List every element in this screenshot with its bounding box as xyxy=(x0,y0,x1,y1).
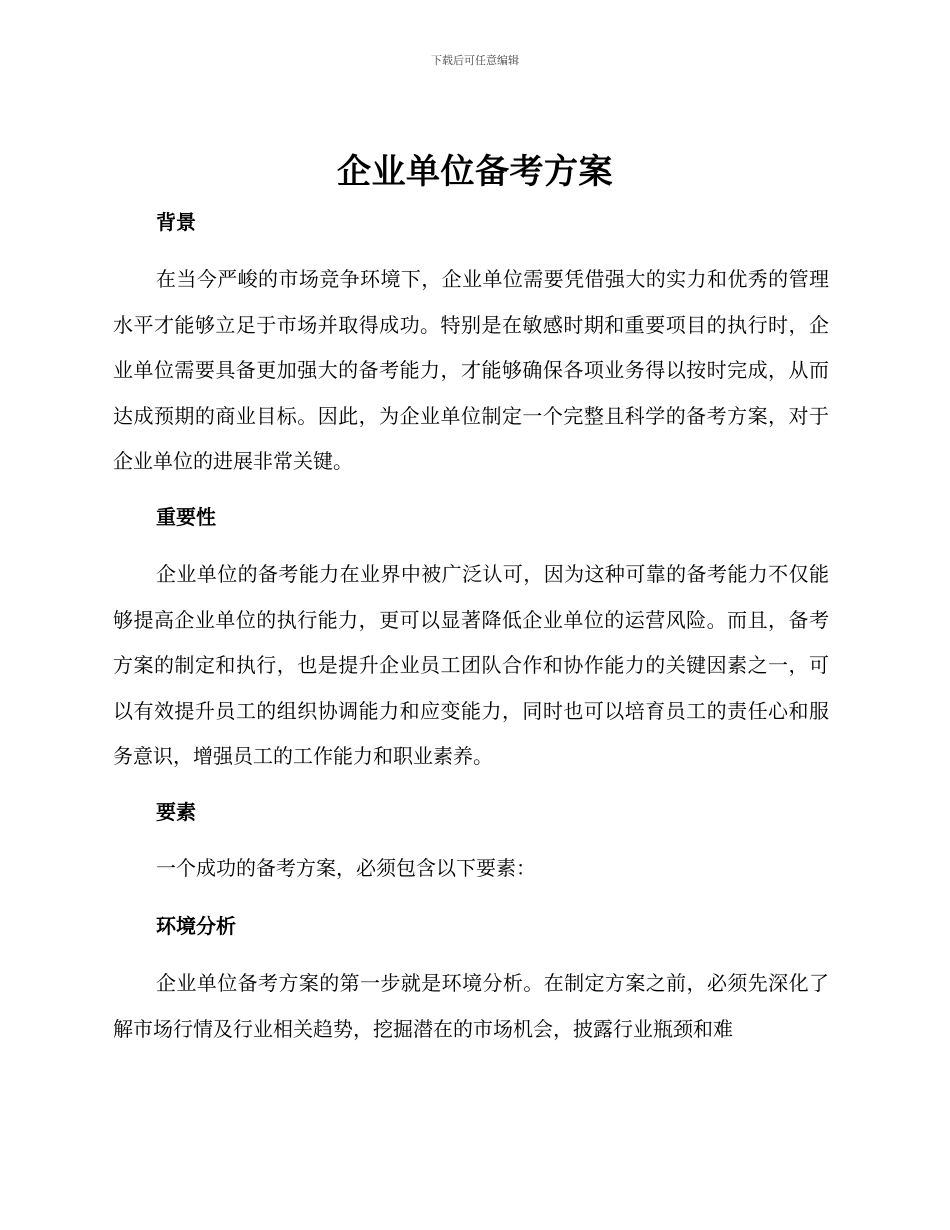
section-paragraph-importance: 企业单位的备考能力在业界中被广泛认可，因为这种可靠的备考能力不仅能够提高企业单位的执行能力，更可以显著降低企业单位的运营风险。而且，备考方案的制定和执行，也是提升企业员工团队合作和协作能力的关键因素之一，可以有效提升员工的组织协调能力和应变能力，同时也可以培育员工的责任心和服务意识，增强员工的工作能力和职业素养。 xyxy=(113,562,829,768)
section-paragraph-environment-analysis: 企业单位备考方案的第一步就是环境分析。在制定方案之前，必须先深化了解市场行情及行业相关趋势，挖掘潜在的市场机会，披露行业瓶颈和难 xyxy=(113,971,829,1041)
section-heading-environment-analysis: 环境分析 xyxy=(156,914,236,938)
section-heading-elements: 要素 xyxy=(156,800,196,824)
section-paragraph-background: 在当今严峻的市场竞争环境下，企业单位需要凭借强大的实力和优秀的管理水平才能够立足于市场并取得成功。特别是在敏感时期和重要项目的执行时，企业单位需要具备更加强大的备考能力，才能够确保各项业务得以按时完成，从而达成预期的商业目标。因此，为企业单位制定一个完整且科学的备考方案，对于企业单位的进展非常关键。 xyxy=(113,267,829,473)
header-note: 下载后可任意编辑 xyxy=(431,54,519,67)
section-paragraph-elements: 一个成功的备考方案，必须包含以下要素： xyxy=(156,856,536,880)
section-heading-background: 背景 xyxy=(156,210,196,234)
document-title: 企业单位备考方案 xyxy=(337,152,613,192)
section-heading-importance: 重要性 xyxy=(156,505,216,529)
